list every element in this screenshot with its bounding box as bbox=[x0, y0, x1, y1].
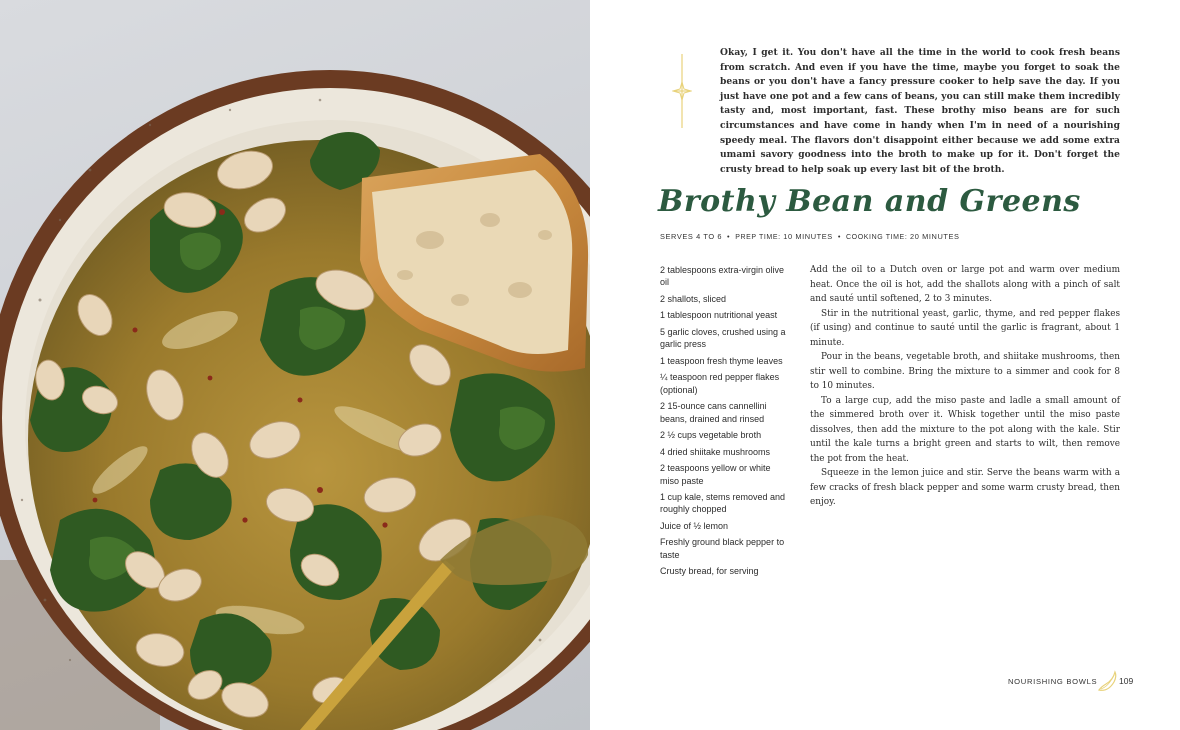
ingredient-item: 2 15-ounce cans cannellini beans, drained and rinsed bbox=[660, 401, 767, 424]
ingredient-item: Crusty bread, for serving bbox=[660, 566, 759, 577]
method-step: Add the oil to a Dutch oven or large pot and warm over medium heat. Once the oil is hot, add the shallots along with a pinch of salt and sauté until softened, 2 to 3 minutes. bbox=[810, 265, 1120, 304]
serves-label: SERVES 4 TO 6 bbox=[660, 232, 723, 241]
page-footer bbox=[1008, 672, 1158, 694]
ingredient-item: 2 shallots, sliced bbox=[660, 293, 727, 304]
method-step: Pour in the beans, vegetable broth, and shiitake mushrooms, then stir well to combine. Bring the mixture to a simmer and cook for 8 to 10 minutes. bbox=[810, 352, 1120, 391]
ingredient-item: 1 cup kale, stems removed and roughly chopped bbox=[660, 492, 786, 515]
recipe-meta: SERVES 4 TO 6 • PREP TIME: 10 MINUTES • COOKING TIME: 20 MINUTES bbox=[660, 232, 960, 241]
banana-leaf-icon bbox=[1096, 670, 1118, 694]
method-step: Stir in the nutritional yeast, garlic, thyme, and red pepper flakes (if using) and continue to sauté until the garlic is fragrant, about 1 minute. bbox=[810, 308, 1120, 348]
ingredient-item: 2 ½ cups vegetable broth bbox=[660, 430, 762, 441]
ingredient-item: Freshly ground black pepper to taste bbox=[660, 537, 785, 560]
cook-time-label: COOKING TIME: bbox=[846, 234, 908, 241]
ingredient-item: 5 garlic cloves, crushed using a garlic press bbox=[660, 326, 786, 350]
recipe-intro: Okay, I get it. You don't have all the time in the world to cook fresh beans from scratch. And even if you have the time, maybe you forget to soak the beans or you don't have a fancy pressure cooker to help save the day. If you just have one pot and a few cans of beans, you can still make them incredibly tasty and, most important, fast. These brothy miso beans are for such circumstances and have come in handy when I'm in need of a nourishing speedy meal. The flavors don't disappoint either because we add some extra umami savory goodness into the broth to make up for it. Don't forget the crusty bread to help soak up every last bit of the broth. bbox=[720, 47, 1120, 175]
method-step: To a large cup, add the miso paste and ladle a small amount of the simmered broth over it. Whisk together until the miso paste dissolves, then add the mixture to the pot along with the kale. Stir until the kale turns a bright green and starts to wilt, then remove the pot from the heat. bbox=[810, 395, 1120, 464]
sparkle-ornament-icon bbox=[672, 54, 692, 128]
section-name: NOURISHING BOWLS bbox=[1008, 677, 1098, 686]
ingredient-item: ¼ teaspoon red pepper flakes (optional) bbox=[660, 372, 780, 395]
prep-time-value: 10 MINUTES bbox=[783, 232, 833, 241]
ingredient-item: 1 tablespoon nutritional yeast bbox=[660, 310, 778, 321]
ingredient-item: Juice of ½ lemon bbox=[660, 520, 729, 531]
ingredient-item: 2 teaspoons yellow or white miso paste bbox=[660, 463, 771, 486]
ingredient-list bbox=[660, 264, 790, 582]
method-step: Squeeze in the lemon juice and stir. Serve the beans warm with a few cracks of fresh black pepper and some warm crusty bread, then enjoy. bbox=[810, 468, 1120, 507]
prep-time-label: PREP TIME: bbox=[735, 234, 781, 241]
ingredient-item: 2 tablespoons extra-virgin olive oil bbox=[660, 265, 785, 288]
method-steps bbox=[810, 263, 1120, 510]
cook-time-value: 20 MINUTES bbox=[910, 232, 960, 241]
ingredient-item: 4 dried shiitake mushrooms bbox=[660, 446, 771, 457]
page-number: 109 bbox=[1119, 676, 1134, 686]
ingredient-item: 1 teaspoon fresh thyme leaves bbox=[660, 355, 783, 366]
recipe-title: Brothy Bean and Greens bbox=[658, 184, 1081, 219]
recipe-page bbox=[590, 0, 1180, 730]
